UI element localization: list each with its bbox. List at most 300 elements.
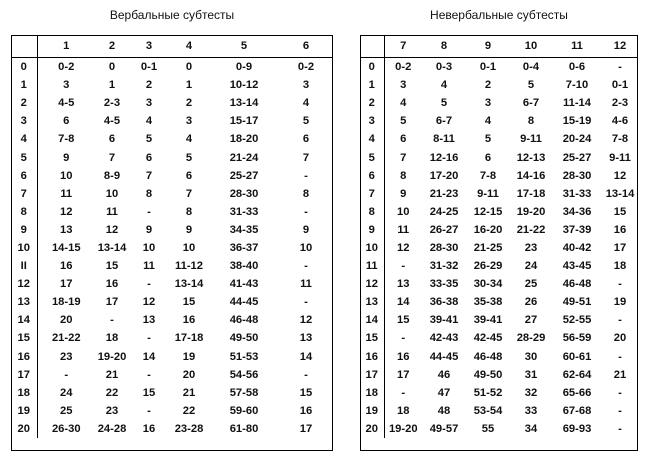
table-cell: 3 xyxy=(484,97,492,110)
corner-cell xyxy=(11,35,37,58)
table-cell: - xyxy=(304,296,308,309)
table-cell: 14-16 xyxy=(516,169,546,182)
table-cell: 0-9 xyxy=(235,61,253,74)
table-cell: 25 xyxy=(60,404,73,417)
table-cell: 23 xyxy=(105,404,119,417)
table-cell: 11-12 xyxy=(175,260,203,273)
table-cell: 13 xyxy=(60,223,73,236)
table-cell: - xyxy=(147,278,151,291)
table-cell: 53-54 xyxy=(473,404,503,417)
table-cell: 6 xyxy=(484,151,492,164)
column-header: 12 xyxy=(602,35,638,58)
column-header: 3 xyxy=(129,35,169,58)
table-cell: 38-40 xyxy=(229,260,259,273)
table-cell: 18 xyxy=(397,404,410,417)
table-cell: 10 xyxy=(299,241,313,254)
table-cell: 18-20 xyxy=(229,133,259,146)
table-cell: 46-48 xyxy=(229,314,259,327)
table-cell: 42-43 xyxy=(429,332,459,345)
table-cell: 6-7 xyxy=(522,97,540,110)
table-cell: 14 xyxy=(397,296,410,309)
column-header: 2 xyxy=(95,35,129,58)
table-cell: 23-28 xyxy=(174,422,204,435)
table-row xyxy=(11,94,333,112)
table-cell: 26-27 xyxy=(429,223,459,236)
row-label: 17 xyxy=(360,366,384,384)
row-label: 16 xyxy=(360,348,384,366)
table-cell: 52-55 xyxy=(562,314,592,327)
table-cell: 10 xyxy=(397,205,410,218)
table-row xyxy=(360,348,638,366)
header-row xyxy=(11,35,333,58)
table-cell: 17 xyxy=(105,296,119,309)
table-cell: 0 xyxy=(185,61,193,74)
table-cell: 6 xyxy=(302,133,310,146)
row-label: 10 xyxy=(11,239,37,257)
table-cell: 6 xyxy=(185,169,193,182)
table-cell: 6-7 xyxy=(435,115,453,128)
table-row xyxy=(360,185,638,203)
table-row xyxy=(360,402,638,420)
table-cell: 67-68 xyxy=(562,404,592,417)
table-cell: 4 xyxy=(440,79,448,92)
table-cell: 15 xyxy=(182,296,196,309)
table-cell: 7-8 xyxy=(58,133,75,146)
table-cell: 12 xyxy=(60,205,73,218)
table-row xyxy=(360,221,638,239)
table-cell: 21 xyxy=(105,368,119,381)
table-cell: 5 xyxy=(400,115,407,128)
table-cell: 5 xyxy=(440,97,448,110)
column-header: 5 xyxy=(209,35,279,58)
table-cell: 9-11 xyxy=(609,151,631,164)
table-cell: 0-4 xyxy=(522,61,540,74)
column-header: 8 xyxy=(422,35,466,58)
table-row xyxy=(360,167,638,185)
table-cell: 41-43 xyxy=(229,278,259,291)
table-cell: 9 xyxy=(400,187,407,200)
table-cell: 21 xyxy=(182,386,196,399)
table-cell: 10 xyxy=(60,169,73,182)
nonverbal-table xyxy=(360,35,638,438)
table-cell: 2 xyxy=(185,97,193,110)
table-cell: 0-2 xyxy=(58,61,75,74)
column-header: 6 xyxy=(279,35,333,58)
table-cell: 33 xyxy=(524,404,538,417)
column-header: 10 xyxy=(510,35,552,58)
table-cell: - xyxy=(147,332,151,345)
table-row xyxy=(11,221,333,239)
table-cell: 13 xyxy=(299,332,313,345)
table-cell: 34-36 xyxy=(562,205,592,218)
table-cell: 4 xyxy=(185,133,193,146)
table-cell: 0-1 xyxy=(140,61,158,74)
table-row xyxy=(360,239,638,257)
table-cell: 48 xyxy=(437,404,451,417)
table-cell: - xyxy=(401,260,406,273)
row-label: 7 xyxy=(11,185,37,203)
table-cell: 18 xyxy=(105,332,119,345)
table-cell: 5 xyxy=(302,115,310,128)
table-row xyxy=(360,420,638,438)
row-label: 20 xyxy=(360,420,384,438)
table-cell: 15-17 xyxy=(229,115,259,128)
table-cell: 24-25 xyxy=(429,205,459,218)
table-row xyxy=(11,311,333,329)
table-cell: 21-25 xyxy=(473,241,503,254)
table-cell: 14 xyxy=(142,350,156,363)
table-cell: - xyxy=(147,368,151,381)
table-cell: 44-45 xyxy=(229,296,259,309)
row-label: 3 xyxy=(11,112,37,130)
table-cell: 16 xyxy=(397,350,410,363)
table-cell: 17-20 xyxy=(429,169,459,182)
table-cell: 28-30 xyxy=(229,187,259,200)
table-row xyxy=(360,311,638,329)
table-cell: 21-23 xyxy=(429,187,459,200)
table-cell: 2 xyxy=(484,79,492,92)
table-cell: 19-20 xyxy=(388,422,418,435)
nonverbal-title: Невербальные субтесты xyxy=(430,8,568,22)
row-label: 18 xyxy=(11,384,37,402)
table-cell: 39-41 xyxy=(473,314,503,327)
table-cell: 21 xyxy=(613,368,627,381)
table-cell: 21-22 xyxy=(516,223,546,236)
row-label: 12 xyxy=(360,275,384,293)
table-cell: 21-22 xyxy=(51,332,81,345)
table-cell: - xyxy=(618,404,622,417)
table-cell: 39-41 xyxy=(429,314,459,327)
table-row xyxy=(11,239,333,257)
table-cell: 18 xyxy=(613,260,627,273)
table-cell: 13-14 xyxy=(174,278,204,291)
row-label: 1 xyxy=(11,76,37,94)
table-row xyxy=(11,112,333,130)
table-cell: 65-66 xyxy=(562,386,592,399)
table-cell: 46-48 xyxy=(562,278,592,291)
table-cell: - xyxy=(401,332,406,345)
column-header: 4 xyxy=(169,35,209,58)
table-row xyxy=(11,329,333,347)
table-cell: 9 xyxy=(185,223,193,236)
table-cell: 10-12 xyxy=(229,79,259,92)
row-label: 16 xyxy=(11,348,37,366)
table-cell: 28-29 xyxy=(516,332,546,345)
table-row xyxy=(360,94,638,112)
table-row xyxy=(360,130,638,148)
table-cell: 7-10 xyxy=(565,79,589,92)
table-cell: 4-6 xyxy=(611,115,629,128)
table-cell: 10 xyxy=(142,241,156,254)
table-cell: 49-57 xyxy=(429,422,459,435)
table-cell: - xyxy=(618,350,622,363)
table-cell: 11 xyxy=(60,187,73,200)
table-cell: 12 xyxy=(299,314,313,327)
table-row xyxy=(11,185,333,203)
table-row xyxy=(11,384,333,402)
table-cell: 26 xyxy=(524,296,538,309)
table-cell: 7 xyxy=(145,169,153,182)
row-label: 15 xyxy=(11,329,37,347)
table-cell: 61-80 xyxy=(229,422,259,435)
row-label: 7 xyxy=(360,185,384,203)
table-cell: 7 xyxy=(400,151,407,164)
table-cell: 17 xyxy=(299,422,313,435)
table-cell: 13 xyxy=(397,278,410,291)
table-cell: 1 xyxy=(108,79,116,92)
table-cell: 47 xyxy=(437,386,451,399)
table-cell: 9 xyxy=(63,151,70,164)
table-row xyxy=(360,76,638,94)
table-cell: 69-93 xyxy=(562,422,592,435)
table-cell: 0 xyxy=(108,61,116,74)
table-cell: 37-39 xyxy=(562,223,592,236)
table-row xyxy=(11,203,333,221)
row-label: 6 xyxy=(360,167,384,185)
table-cell: 12-13 xyxy=(516,151,546,164)
table-cell: 51-52 xyxy=(473,386,503,399)
table-cell: - xyxy=(304,368,308,381)
table-cell: 6 xyxy=(63,115,70,128)
table-cell: 3 xyxy=(185,115,193,128)
table-cell: 9 xyxy=(145,223,153,236)
table-cell: 56-59 xyxy=(562,332,592,345)
table-cell: 9-11 xyxy=(477,187,499,200)
table-cell: 31-33 xyxy=(562,187,592,200)
table-cell: - xyxy=(401,386,406,399)
table-cell: 15-19 xyxy=(562,115,592,128)
column-header: 1 xyxy=(37,35,95,58)
table-cell: 2-3 xyxy=(611,97,629,110)
row-label: 8 xyxy=(360,203,384,221)
table-cell: 1 xyxy=(185,79,193,92)
table-cell: 25-27 xyxy=(229,169,259,182)
table-cell: 7 xyxy=(108,151,116,164)
table-cell: 19 xyxy=(613,296,627,309)
row-label: 12 xyxy=(11,275,37,293)
table-cell: 3 xyxy=(63,79,70,92)
table-cell: 6 xyxy=(400,133,407,146)
table-cell: 11 xyxy=(143,260,155,273)
table-cell: 18-19 xyxy=(51,296,81,309)
row-label: 5 xyxy=(11,148,37,166)
table-cell: 49-51 xyxy=(562,296,592,309)
verbal-table xyxy=(11,35,333,438)
table-cell: 40-42 xyxy=(562,241,592,254)
table-cell: 8-9 xyxy=(103,169,121,182)
table-cell: 0-2 xyxy=(395,61,412,74)
table-cell: - xyxy=(618,61,622,74)
table-cell: 60-61 xyxy=(562,350,592,363)
table-cell: 20 xyxy=(60,314,73,327)
table-cell: 20 xyxy=(182,368,196,381)
table-cell: 46-48 xyxy=(473,350,503,363)
column-header: 9 xyxy=(466,35,510,58)
table-row xyxy=(11,348,333,366)
table-cell: 22 xyxy=(105,386,119,399)
table-cell: 43-45 xyxy=(562,260,592,273)
table-cell: 9 xyxy=(302,223,310,236)
table-row xyxy=(360,148,638,166)
table-cell: 6 xyxy=(108,133,116,146)
table-row xyxy=(360,257,638,275)
table-cell: 20 xyxy=(613,332,627,345)
table-cell: 19-20 xyxy=(97,350,127,363)
table-cell: 7-8 xyxy=(611,133,629,146)
table-cell: 12 xyxy=(105,223,119,236)
table-cell: 4 xyxy=(145,115,153,128)
table-cell: 26-29 xyxy=(473,260,503,273)
table-cell: 5 xyxy=(484,133,492,146)
table-cell: 15 xyxy=(142,386,156,399)
table-cell: 17-18 xyxy=(516,187,546,200)
table-cell: 31 xyxy=(524,368,538,381)
table-cell: 20-24 xyxy=(562,133,592,146)
table-row xyxy=(11,402,333,420)
table-cell: 30-34 xyxy=(473,278,503,291)
table-row xyxy=(11,167,333,185)
table-row xyxy=(11,420,333,438)
table-cell: 15 xyxy=(397,314,410,327)
table-cell: 42-45 xyxy=(473,332,503,345)
row-label: 19 xyxy=(360,402,384,420)
table-cell: 55 xyxy=(481,422,495,435)
table-cell: 4 xyxy=(484,115,492,128)
table-cell: 16 xyxy=(182,314,196,327)
row-label: 19 xyxy=(11,402,37,420)
table-cell: 19 xyxy=(182,350,196,363)
table-cell: 27 xyxy=(524,314,538,327)
row-label: 14 xyxy=(11,311,37,329)
table-cell: 30 xyxy=(524,350,538,363)
row-label: II xyxy=(11,257,37,275)
table-cell: 15 xyxy=(105,260,119,273)
table-cell: - xyxy=(110,314,114,327)
table-cell: 17 xyxy=(60,278,73,291)
column-header: 7 xyxy=(384,35,422,58)
table-cell: 33-35 xyxy=(429,278,459,291)
table-cell: 11 xyxy=(106,205,118,218)
table-cell: 16 xyxy=(60,260,73,273)
table-cell: 16 xyxy=(299,404,313,417)
table-cell: 11-14 xyxy=(563,97,591,110)
table-cell: 49-50 xyxy=(229,332,259,345)
table-row xyxy=(11,293,333,311)
table-cell: 24 xyxy=(524,260,538,273)
table-cell: 14-15 xyxy=(51,241,81,254)
table-cell: 11 xyxy=(397,223,410,236)
table-row xyxy=(11,148,333,166)
row-label: 4 xyxy=(360,130,384,148)
table-cell: 31-33 xyxy=(229,205,259,218)
table-cell: 2 xyxy=(145,79,153,92)
table-cell: 9-11 xyxy=(520,133,542,146)
row-label: 4 xyxy=(11,130,37,148)
table-cell: 16-20 xyxy=(473,223,503,236)
table-cell: 44-45 xyxy=(429,350,459,363)
row-label: 8 xyxy=(11,203,37,221)
table-cell: 21-24 xyxy=(229,151,259,164)
table-cell: 16 xyxy=(613,223,627,236)
table-cell: 17 xyxy=(613,241,627,254)
table-cell: 7 xyxy=(185,187,193,200)
table-row xyxy=(360,58,638,77)
table-cell: 16 xyxy=(142,422,156,435)
row-label: 17 xyxy=(11,366,37,384)
table-cell: 8 xyxy=(185,205,193,218)
row-label: 0 xyxy=(360,58,384,77)
table-cell: - xyxy=(618,314,622,327)
row-label: 2 xyxy=(360,94,384,112)
table-row xyxy=(360,293,638,311)
table-cell: 25-27 xyxy=(562,151,592,164)
table-cell: 13 xyxy=(142,314,156,327)
table-cell: 2-3 xyxy=(103,97,121,110)
table-row xyxy=(11,76,333,94)
row-label: 11 xyxy=(360,257,384,275)
table-cell: 59-60 xyxy=(229,404,259,417)
row-label: 20 xyxy=(11,420,37,438)
table-cell: 28-30 xyxy=(429,241,459,254)
table-cell: 4-5 xyxy=(103,115,121,128)
header-row xyxy=(360,35,638,58)
table-cell: 49-50 xyxy=(473,368,503,381)
table-cell: 3 xyxy=(400,79,407,92)
table-cell: 0-3 xyxy=(435,61,453,74)
table-cell: 5 xyxy=(145,133,153,146)
table-cell: 10 xyxy=(182,241,196,254)
table-cell: 57-58 xyxy=(229,386,259,399)
table-cell: 17 xyxy=(397,368,410,381)
table-cell: 5 xyxy=(527,79,535,92)
table-cell: 11 xyxy=(300,278,312,291)
row-label: 18 xyxy=(360,384,384,402)
table-cell: 3 xyxy=(145,97,153,110)
table-cell: 24-28 xyxy=(97,422,127,435)
row-label: 15 xyxy=(360,329,384,347)
table-cell: 12 xyxy=(613,169,627,182)
table-cell: - xyxy=(64,368,69,381)
table-row xyxy=(360,275,638,293)
row-label: 3 xyxy=(360,112,384,130)
table-cell: 15 xyxy=(299,386,313,399)
table-cell: 7 xyxy=(302,151,310,164)
table-row xyxy=(11,130,333,148)
table-cell: 7-8 xyxy=(479,169,497,182)
table-cell: 22 xyxy=(182,404,196,417)
table-cell: 8 xyxy=(527,115,535,128)
table-cell: 26-30 xyxy=(51,422,81,435)
table-cell: 0-1 xyxy=(611,79,629,92)
table-row xyxy=(11,366,333,384)
row-label: 10 xyxy=(360,239,384,257)
table-cell: 0-6 xyxy=(568,61,586,74)
table-cell: 34 xyxy=(524,422,538,435)
table-cell: 19-20 xyxy=(516,205,546,218)
row-label: 13 xyxy=(360,293,384,311)
corner-cell xyxy=(360,35,384,58)
table-cell: 23 xyxy=(524,241,538,254)
table-cell: 6 xyxy=(145,151,153,164)
table-cell: 12-15 xyxy=(473,205,503,218)
table-cell: 51-53 xyxy=(229,350,259,363)
table-cell: - xyxy=(618,422,622,435)
table-cell: - xyxy=(618,386,622,399)
table-cell: 24 xyxy=(60,386,73,399)
table-cell: 31-32 xyxy=(429,260,459,273)
table-cell: - xyxy=(147,404,151,417)
table-row xyxy=(360,329,638,347)
